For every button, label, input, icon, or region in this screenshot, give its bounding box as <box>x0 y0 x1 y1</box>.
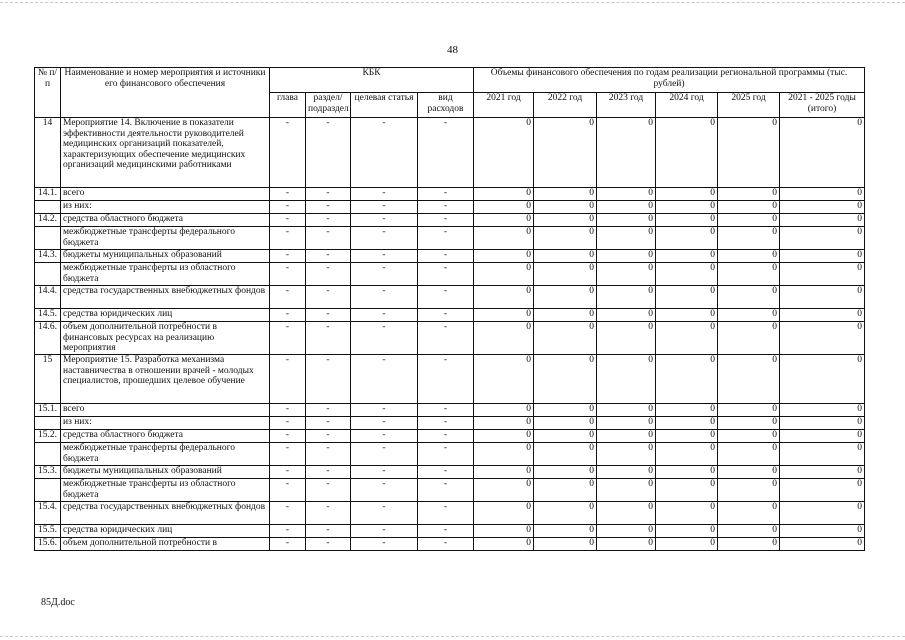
kbk-cell: - <box>306 404 351 417</box>
value-cell: 0 <box>597 322 656 355</box>
header-year-col: 2021 год <box>474 93 534 118</box>
value-cell: 0 <box>656 263 718 286</box>
value-cell: 0 <box>780 201 865 214</box>
kbk-cell: - <box>418 443 474 466</box>
value-cell: 0 <box>780 502 865 525</box>
kbk-cell: - <box>351 118 418 188</box>
kbk-cell: - <box>306 417 351 430</box>
value-cell: 0 <box>780 466 865 479</box>
value-cell: 0 <box>474 322 534 355</box>
value-cell: 0 <box>656 309 718 322</box>
value-cell: 0 <box>718 118 780 188</box>
kbk-cell: - <box>418 118 474 188</box>
value-cell: 0 <box>780 188 865 201</box>
value-cell: 0 <box>780 430 865 443</box>
row-number <box>35 479 61 502</box>
value-cell: 0 <box>780 118 865 188</box>
kbk-cell: - <box>418 227 474 250</box>
kbk-cell: - <box>306 443 351 466</box>
table-row <box>35 322 865 355</box>
kbk-cell: - <box>306 263 351 286</box>
value-cell: 0 <box>780 443 865 466</box>
value-cell: 0 <box>597 188 656 201</box>
value-cell: 0 <box>534 263 597 286</box>
kbk-cell: - <box>270 525 306 538</box>
kbk-cell: - <box>306 538 351 551</box>
kbk-cell: - <box>270 214 306 227</box>
header-kbk-col: вид расходов <box>418 93 474 118</box>
kbk-cell: - <box>418 355 474 404</box>
kbk-cell: - <box>351 322 418 355</box>
value-cell: 0 <box>474 417 534 430</box>
kbk-cell: - <box>351 355 418 404</box>
header-year-col: 2023 год <box>597 93 656 118</box>
header-year-col: 2024 год <box>656 93 718 118</box>
value-cell: 0 <box>718 286 780 309</box>
value-cell: 0 <box>656 538 718 551</box>
value-cell: 0 <box>780 286 865 309</box>
kbk-cell: - <box>270 118 306 188</box>
value-cell: 0 <box>474 250 534 263</box>
table-row <box>35 188 865 201</box>
table-row <box>35 443 865 466</box>
value-cell: 0 <box>534 309 597 322</box>
kbk-cell: - <box>306 227 351 250</box>
value-cell: 0 <box>534 538 597 551</box>
kbk-cell: - <box>351 309 418 322</box>
row-name: межбюджетные трансферты федерального бюджета <box>61 443 270 466</box>
kbk-cell: - <box>351 502 418 525</box>
value-cell: 0 <box>597 118 656 188</box>
kbk-cell: - <box>270 430 306 443</box>
value-cell: 0 <box>597 201 656 214</box>
value-cell: 0 <box>780 538 865 551</box>
kbk-cell: - <box>351 466 418 479</box>
value-cell: 0 <box>656 443 718 466</box>
value-cell: 0 <box>597 355 656 404</box>
value-cell: 0 <box>780 479 865 502</box>
kbk-cell: - <box>306 322 351 355</box>
table-row <box>35 214 865 227</box>
value-cell: 0 <box>780 322 865 355</box>
row-number <box>35 263 61 286</box>
kbk-cell: - <box>270 538 306 551</box>
kbk-cell: - <box>306 250 351 263</box>
value-cell: 0 <box>534 417 597 430</box>
value-cell: 0 <box>474 227 534 250</box>
table-row <box>35 250 865 263</box>
kbk-cell: - <box>351 263 418 286</box>
value-cell: 0 <box>780 309 865 322</box>
value-cell: 0 <box>718 525 780 538</box>
row-number: 15.6. <box>35 538 61 551</box>
row-name: средства юридических лиц <box>61 525 270 538</box>
value-cell: 0 <box>597 286 656 309</box>
kbk-cell: - <box>270 322 306 355</box>
table-row <box>35 479 865 502</box>
table-row <box>35 309 865 322</box>
kbk-cell: - <box>418 525 474 538</box>
value-cell: 0 <box>656 250 718 263</box>
kbk-cell: - <box>306 479 351 502</box>
page-number: 48 <box>447 44 458 56</box>
value-cell: 0 <box>597 430 656 443</box>
footer-filename: 85Д.doc <box>41 597 75 608</box>
value-cell: 0 <box>597 525 656 538</box>
value-cell: 0 <box>474 309 534 322</box>
value-cell: 0 <box>718 466 780 479</box>
header-kbk-col: раздел/ подраздел <box>306 93 351 118</box>
kbk-cell: - <box>418 502 474 525</box>
kbk-cell: - <box>418 201 474 214</box>
value-cell: 0 <box>474 188 534 201</box>
value-cell: 0 <box>780 355 865 404</box>
table-row <box>35 201 865 214</box>
value-cell: 0 <box>780 227 865 250</box>
value-cell: 0 <box>534 404 597 417</box>
kbk-cell: - <box>306 214 351 227</box>
value-cell: 0 <box>534 250 597 263</box>
kbk-cell: - <box>270 309 306 322</box>
value-cell: 0 <box>656 404 718 417</box>
value-cell: 0 <box>597 502 656 525</box>
kbk-cell: - <box>351 417 418 430</box>
row-name: межбюджетные трансферты федерального бюджета <box>61 227 270 250</box>
row-number: 14.2. <box>35 214 61 227</box>
value-cell: 0 <box>474 525 534 538</box>
table-body <box>35 118 865 551</box>
table-row <box>35 286 865 309</box>
value-cell: 0 <box>718 502 780 525</box>
value-cell: 0 <box>534 214 597 227</box>
kbk-cell: - <box>418 263 474 286</box>
kbk-cell: - <box>418 430 474 443</box>
row-name: Мероприятие 15. Разработка механизма наставничества в отношении врачей - молодых специалистов, прошедших целевое обучение <box>61 355 270 404</box>
value-cell: 0 <box>534 355 597 404</box>
kbk-cell: - <box>270 263 306 286</box>
value-cell: 0 <box>534 443 597 466</box>
kbk-cell: - <box>270 404 306 417</box>
row-number: 14.5. <box>35 309 61 322</box>
header-kbk-col: глава <box>270 93 306 118</box>
table-row <box>35 355 865 404</box>
table-row <box>35 430 865 443</box>
value-cell: 0 <box>656 214 718 227</box>
row-number: 14 <box>35 118 61 188</box>
table-row <box>35 404 865 417</box>
value-cell: 0 <box>780 417 865 430</box>
row-name: межбюджетные трансферты из областного бюджета <box>61 479 270 502</box>
kbk-cell: - <box>306 309 351 322</box>
row-name: бюджеты муниципальных образований <box>61 466 270 479</box>
kbk-cell: - <box>306 502 351 525</box>
value-cell: 0 <box>597 466 656 479</box>
kbk-cell: - <box>351 201 418 214</box>
kbk-cell: - <box>306 286 351 309</box>
value-cell: 0 <box>474 263 534 286</box>
value-cell: 0 <box>656 188 718 201</box>
kbk-cell: - <box>351 538 418 551</box>
value-cell: 0 <box>534 502 597 525</box>
value-cell: 0 <box>534 479 597 502</box>
table-row <box>35 502 865 525</box>
value-cell: 0 <box>718 263 780 286</box>
value-cell: 0 <box>718 404 780 417</box>
value-cell: 0 <box>718 309 780 322</box>
value-cell: 0 <box>656 430 718 443</box>
row-name: средства областного бюджета <box>61 430 270 443</box>
row-number: 14.3. <box>35 250 61 263</box>
row-number: 15.4. <box>35 502 61 525</box>
value-cell: 0 <box>597 538 656 551</box>
value-cell: 0 <box>718 538 780 551</box>
value-cell: 0 <box>656 525 718 538</box>
kbk-cell: - <box>351 430 418 443</box>
value-cell: 0 <box>534 322 597 355</box>
header-year-col: 2021 - 2025 годы (итого) <box>780 93 865 118</box>
kbk-cell: - <box>418 417 474 430</box>
kbk-cell: - <box>418 479 474 502</box>
row-name: объем дополнительной потребности в <box>61 538 270 551</box>
table-row <box>35 263 865 286</box>
row-name: из них: <box>61 417 270 430</box>
row-name: Мероприятие 14. Включение в показатели эффективности деятельности руководителей медицинских организаций показателей, характеризующих обеспечение медицинских организаций медицинскими работниками <box>61 118 270 188</box>
kbk-cell: - <box>418 309 474 322</box>
value-cell: 0 <box>474 430 534 443</box>
value-cell: 0 <box>534 118 597 188</box>
row-name: средства юридических лиц <box>61 309 270 322</box>
kbk-cell: - <box>270 355 306 404</box>
value-cell: 0 <box>718 430 780 443</box>
value-cell: 0 <box>534 466 597 479</box>
kbk-cell: - <box>270 466 306 479</box>
kbk-cell: - <box>306 201 351 214</box>
table-row <box>35 466 865 479</box>
value-cell: 0 <box>474 538 534 551</box>
value-cell: 0 <box>780 525 865 538</box>
value-cell: 0 <box>534 201 597 214</box>
kbk-cell: - <box>418 538 474 551</box>
value-cell: 0 <box>534 227 597 250</box>
kbk-cell: - <box>351 443 418 466</box>
value-cell: 0 <box>718 355 780 404</box>
row-number <box>35 417 61 430</box>
value-cell: 0 <box>780 263 865 286</box>
value-cell: 0 <box>656 227 718 250</box>
kbk-cell: - <box>418 250 474 263</box>
kbk-cell: - <box>270 443 306 466</box>
value-cell: 0 <box>597 443 656 466</box>
header-name: Наименование и номер мероприятия и источники его финансового обеспечения <box>61 68 270 118</box>
value-cell: 0 <box>656 286 718 309</box>
header-kbk-col: целевая статья <box>351 93 418 118</box>
kbk-cell: - <box>351 214 418 227</box>
value-cell: 0 <box>718 214 780 227</box>
row-name: всего <box>61 188 270 201</box>
kbk-cell: - <box>270 286 306 309</box>
kbk-cell: - <box>270 188 306 201</box>
value-cell: 0 <box>597 417 656 430</box>
kbk-cell: - <box>418 466 474 479</box>
kbk-cell: - <box>306 466 351 479</box>
kbk-cell: - <box>418 188 474 201</box>
value-cell: 0 <box>718 188 780 201</box>
value-cell: 0 <box>534 286 597 309</box>
table-row <box>35 227 865 250</box>
value-cell: 0 <box>474 443 534 466</box>
kbk-cell: - <box>306 188 351 201</box>
funding-table <box>34 67 865 551</box>
value-cell: 0 <box>597 479 656 502</box>
row-number: 14.6. <box>35 322 61 355</box>
value-cell: 0 <box>718 322 780 355</box>
value-cell: 0 <box>474 286 534 309</box>
kbk-cell: - <box>306 118 351 188</box>
table-row <box>35 525 865 538</box>
row-number: 14.1. <box>35 188 61 201</box>
value-cell: 0 <box>656 355 718 404</box>
value-cell: 0 <box>718 201 780 214</box>
row-number <box>35 201 61 214</box>
value-cell: 0 <box>718 227 780 250</box>
value-cell: 0 <box>656 322 718 355</box>
kbk-cell: - <box>351 227 418 250</box>
scan-edge-bottom <box>0 636 905 637</box>
row-number: 15.5. <box>35 525 61 538</box>
kbk-cell: - <box>351 404 418 417</box>
kbk-cell: - <box>306 355 351 404</box>
table-row <box>35 417 865 430</box>
scan-edge-top <box>0 2 905 3</box>
header-num: № п/п <box>35 68 61 118</box>
row-number: 15.3. <box>35 466 61 479</box>
kbk-cell: - <box>351 286 418 309</box>
header-year-col: 2025 год <box>718 93 780 118</box>
value-cell: 0 <box>780 214 865 227</box>
value-cell: 0 <box>597 227 656 250</box>
value-cell: 0 <box>474 502 534 525</box>
value-cell: 0 <box>656 118 718 188</box>
row-number: 15 <box>35 355 61 404</box>
value-cell: 0 <box>474 404 534 417</box>
row-name: бюджеты муниципальных образований <box>61 250 270 263</box>
kbk-cell: - <box>418 214 474 227</box>
row-name: средства областного бюджета <box>61 214 270 227</box>
value-cell: 0 <box>718 443 780 466</box>
kbk-cell: - <box>418 286 474 309</box>
value-cell: 0 <box>474 118 534 188</box>
row-number <box>35 227 61 250</box>
kbk-cell: - <box>418 404 474 417</box>
table-row <box>35 118 865 188</box>
kbk-cell: - <box>351 250 418 263</box>
kbk-cell: - <box>270 201 306 214</box>
kbk-cell: - <box>351 479 418 502</box>
header-funding: Объемы финансового обеспечения по годам реализации региональной программы (тыс. рублей) <box>474 68 865 93</box>
kbk-cell: - <box>270 417 306 430</box>
value-cell: 0 <box>597 263 656 286</box>
value-cell: 0 <box>597 309 656 322</box>
value-cell: 0 <box>534 430 597 443</box>
value-cell: 0 <box>718 417 780 430</box>
value-cell: 0 <box>656 201 718 214</box>
row-name: средства государственных внебюджетных фондов <box>61 286 270 309</box>
kbk-cell: - <box>418 322 474 355</box>
value-cell: 0 <box>780 404 865 417</box>
header-kbk: КБК <box>270 68 474 93</box>
row-name: межбюджетные трансферты из областного бюджета <box>61 263 270 286</box>
kbk-cell: - <box>306 430 351 443</box>
kbk-cell: - <box>270 502 306 525</box>
value-cell: 0 <box>474 214 534 227</box>
value-cell: 0 <box>718 250 780 263</box>
kbk-cell: - <box>306 525 351 538</box>
value-cell: 0 <box>656 466 718 479</box>
kbk-cell: - <box>351 188 418 201</box>
value-cell: 0 <box>718 479 780 502</box>
value-cell: 0 <box>656 417 718 430</box>
value-cell: 0 <box>474 479 534 502</box>
row-name: средства государственных внебюджетных фондов <box>61 502 270 525</box>
row-name: всего <box>61 404 270 417</box>
row-name: объем дополнительной потребности в финансовых ресурсах на реализацию мероприятия <box>61 322 270 355</box>
value-cell: 0 <box>534 188 597 201</box>
value-cell: 0 <box>474 466 534 479</box>
row-number <box>35 443 61 466</box>
value-cell: 0 <box>474 355 534 404</box>
kbk-cell: - <box>270 250 306 263</box>
value-cell: 0 <box>597 404 656 417</box>
value-cell: 0 <box>534 525 597 538</box>
kbk-cell: - <box>351 525 418 538</box>
row-number: 15.1. <box>35 404 61 417</box>
value-cell: 0 <box>597 250 656 263</box>
value-cell: 0 <box>656 479 718 502</box>
table-row <box>35 538 865 551</box>
row-number: 15.2. <box>35 430 61 443</box>
row-number: 14.4. <box>35 286 61 309</box>
value-cell: 0 <box>656 502 718 525</box>
row-name: из них: <box>61 201 270 214</box>
header-year-col: 2022 год <box>534 93 597 118</box>
value-cell: 0 <box>780 250 865 263</box>
kbk-cell: - <box>270 479 306 502</box>
value-cell: 0 <box>474 201 534 214</box>
kbk-cell: - <box>270 227 306 250</box>
value-cell: 0 <box>597 214 656 227</box>
table-header-row <box>35 68 865 93</box>
